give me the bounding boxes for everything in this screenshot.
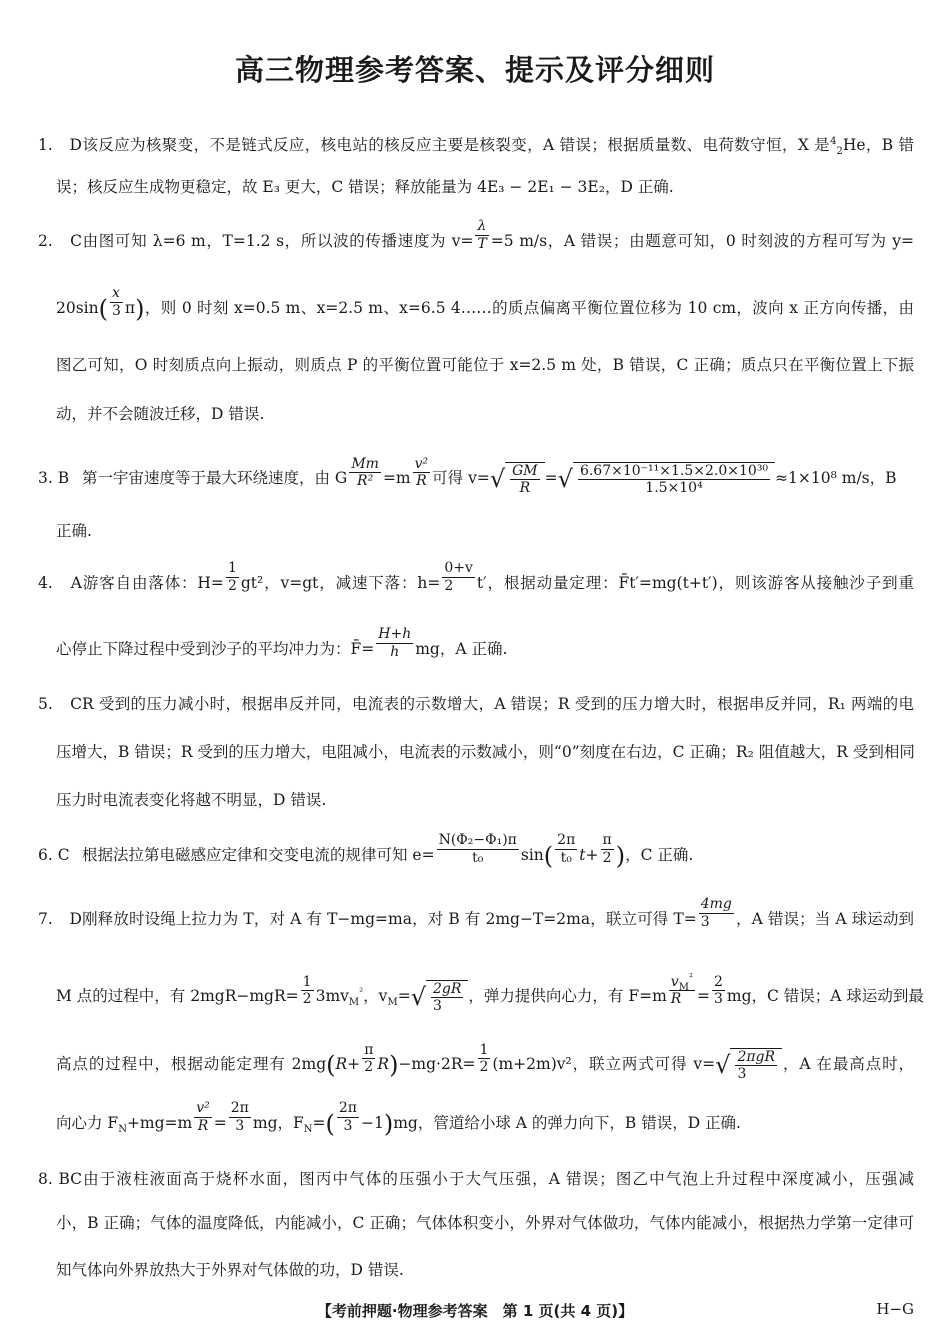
answer-text: He，B 错 [842,136,914,154]
answer-number: 7. D [38,910,82,928]
answer-number: 3. B [38,469,70,488]
answer-number: 8. BC [38,1170,82,1188]
answer-number: 6. C [38,846,70,864]
fraction: $\frac{\lambda}{T}$ [477,218,487,252]
answer-text: 该反应为核聚变，不是链式反应，核电站的核反应主要是核裂变，A 错误；根据质量数、电荷数守恒，X 是 [82,136,831,154]
paper-code: H−G [876,1300,914,1318]
page-title: 高三物理参考答案、提示及评分细则 [234,53,715,87]
answer-text: 误；核反应生成物更稳定，故 E₃ 更大，C 错误；释放能量为 4E₃ − 2E₁ − 3E₂，D 正确. [56,178,674,196]
answer-number: 1. D [38,136,82,154]
answer-number: 2. C [38,232,82,250]
answer-number: 5. C [38,695,82,713]
answer-number: 4. A [38,574,82,592]
page-footer: 【考前押题·物理参考答案 第 1 页(共 4 页)】 [316,1302,634,1320]
